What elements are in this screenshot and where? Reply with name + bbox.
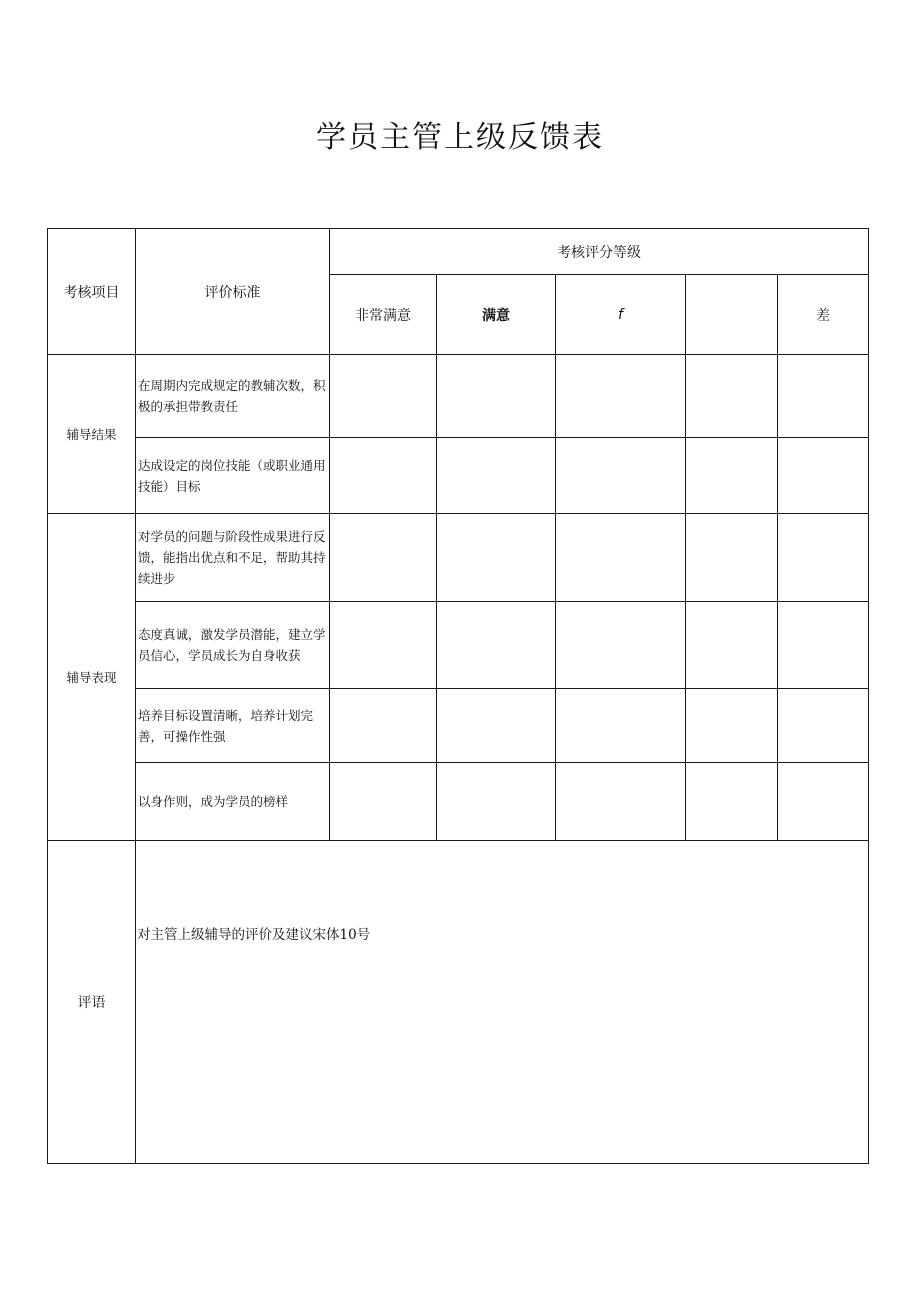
table-row	[48, 689, 869, 763]
table-row	[48, 355, 869, 438]
table-row	[48, 602, 869, 689]
criterion-text: 培养目标设置清晰，培养计划完善，可操作性强	[136, 689, 330, 763]
category-coaching-results: 辅导结果	[48, 355, 136, 514]
grade-satisfied: 满意	[437, 275, 556, 355]
rating-cell[interactable]	[330, 763, 437, 841]
comments-label: 评语	[48, 841, 136, 1164]
criterion-text: 达成设定的岗位技能（或职业通用技能）目标	[136, 438, 330, 514]
header-project: 考核项目	[48, 229, 136, 355]
rating-cell[interactable]	[437, 355, 556, 438]
rating-cell[interactable]	[778, 763, 869, 841]
header-grade-group: 考核评分等级	[330, 229, 869, 275]
rating-cell[interactable]	[330, 602, 437, 689]
grade-fair	[686, 275, 778, 355]
rating-cell[interactable]	[437, 763, 556, 841]
rating-cell[interactable]	[330, 514, 437, 602]
rating-cell[interactable]	[330, 355, 437, 438]
table-row	[48, 763, 869, 841]
table-row	[48, 514, 869, 602]
rating-cell[interactable]	[556, 689, 686, 763]
comments-area[interactable]	[136, 841, 869, 1164]
category-coaching-performance: 辅导表现	[48, 514, 136, 841]
rating-cell[interactable]	[330, 689, 437, 763]
criterion-text: 对学员的问题与阶段性成果进行反馈，能指出优点和不足，帮助其持续进步	[136, 514, 330, 602]
page-title: 学员主管上级反馈表	[316, 120, 604, 155]
grade-poor: 差	[778, 275, 869, 355]
rating-cell[interactable]	[556, 763, 686, 841]
criterion-text: 态度真诚，激发学员潜能，建立学员信心，学员成长为自身收获	[136, 602, 330, 689]
rating-cell[interactable]	[437, 514, 556, 602]
rating-cell[interactable]	[556, 602, 686, 689]
rating-cell[interactable]	[437, 602, 556, 689]
rating-cell[interactable]	[330, 438, 437, 514]
rating-cell[interactable]	[556, 355, 686, 438]
feedback-table	[47, 228, 869, 1164]
rating-cell[interactable]	[686, 355, 778, 438]
rating-cell[interactable]	[778, 602, 869, 689]
rating-cell[interactable]	[686, 602, 778, 689]
header-criteria: 评价标准	[136, 229, 330, 355]
rating-cell[interactable]	[686, 763, 778, 841]
rating-cell[interactable]	[556, 514, 686, 602]
criterion-text: 以身作则，成为学员的榜样	[136, 763, 330, 841]
rating-cell[interactable]	[686, 689, 778, 763]
rating-cell[interactable]	[686, 514, 778, 602]
grade-average: f	[556, 275, 686, 355]
table-row	[48, 438, 869, 514]
rating-cell[interactable]	[437, 689, 556, 763]
rating-cell[interactable]	[778, 514, 869, 602]
rating-cell[interactable]	[556, 438, 686, 514]
rating-cell[interactable]	[778, 438, 869, 514]
grade-very-satisfied: 非常满意	[330, 275, 437, 355]
comments-placeholder: 对主管上级辅导的评价及建议宋体10号	[137, 927, 371, 943]
rating-cell[interactable]	[778, 355, 869, 438]
table-row	[48, 841, 869, 1164]
criterion-text: 在周期内完成规定的教辅次数，积极的承担带教责任	[136, 355, 330, 438]
rating-cell[interactable]	[437, 438, 556, 514]
rating-cell[interactable]	[778, 689, 869, 763]
rating-cell[interactable]	[686, 438, 778, 514]
